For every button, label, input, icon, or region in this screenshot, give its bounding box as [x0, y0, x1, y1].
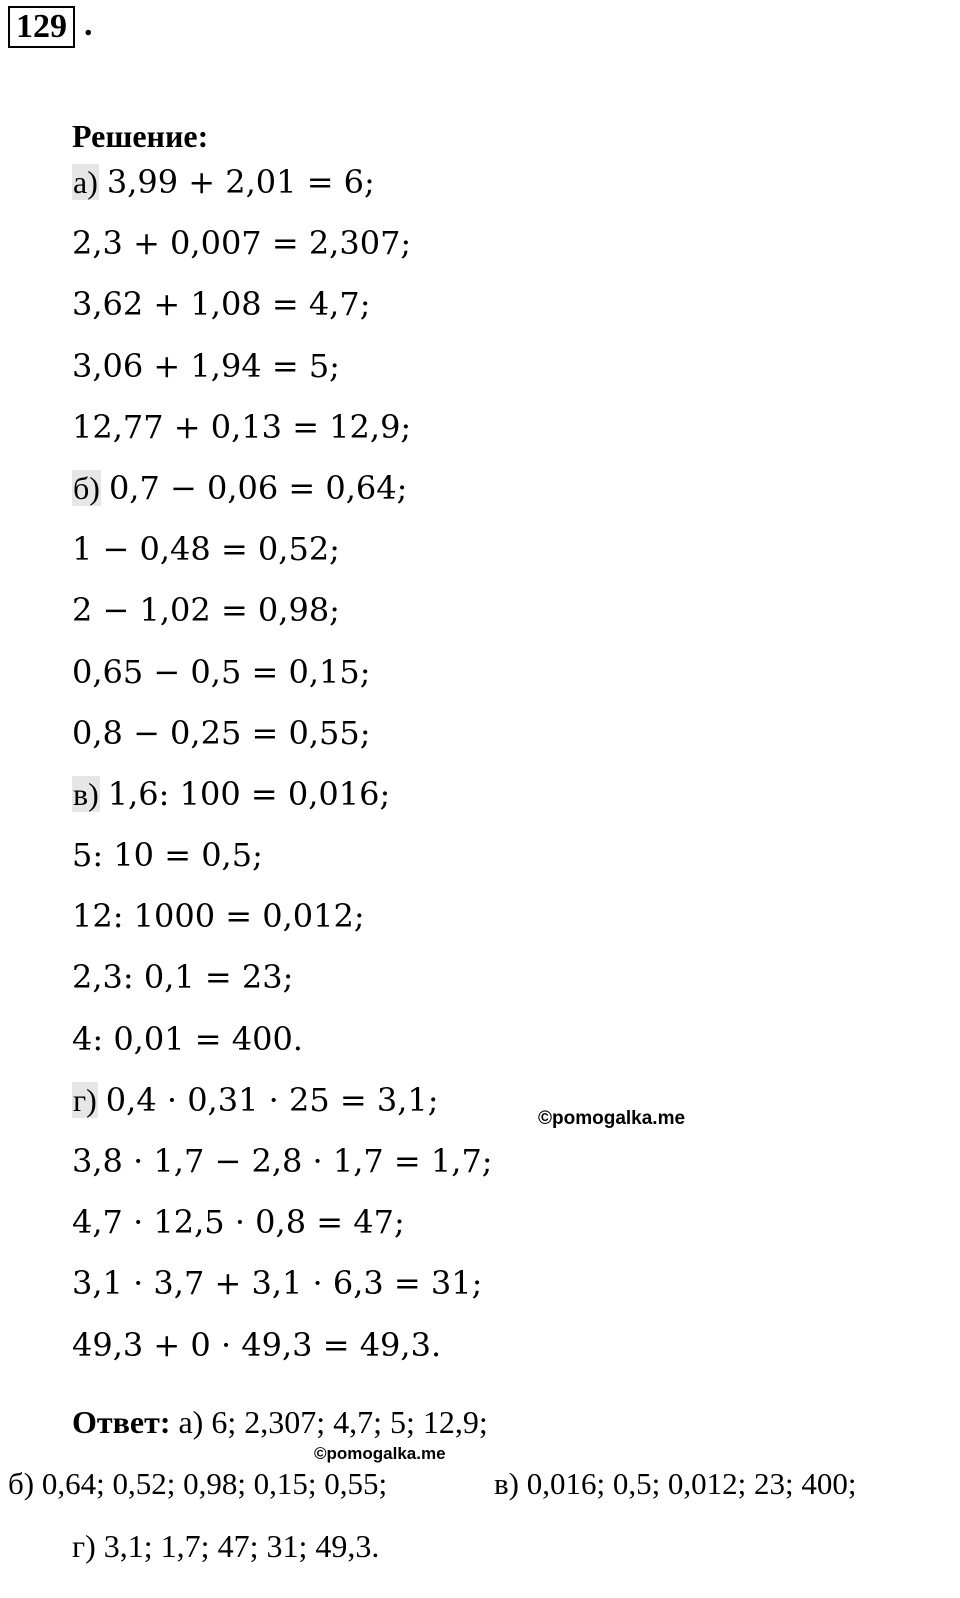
problem-number-dot: .	[84, 6, 93, 43]
equation: 5: 10 = 0,5;	[72, 836, 263, 875]
answer-b: б) 0,64; 0,52; 0,98; 0,15; 0,55;	[8, 1466, 388, 1501]
answer-line-g	[72, 1526, 379, 1566]
equation: 0,7 − 0,06 = 0,64;	[108, 468, 408, 507]
solution-line	[72, 213, 932, 274]
answer-a: а) 6; 2,307; 4,7; 5; 12,9;	[178, 1404, 488, 1440]
solution-line	[72, 274, 932, 335]
answer-line-bv	[8, 1464, 953, 1504]
equation: 0,4 · 0,31 · 25 = 3,1;	[105, 1080, 439, 1119]
answer-v: в) 0,016; 0,5; 0,012; 23; 400;	[494, 1466, 857, 1501]
solution-line	[72, 703, 932, 764]
equation: 3,8 · 1,7 − 2,8 · 1,7 = 1,7;	[72, 1142, 493, 1180]
equation: 12,77 + 0,13 = 12,9;	[72, 407, 412, 446]
solution-line	[72, 458, 932, 519]
solution-heading: Решение:	[72, 118, 209, 154]
equation: 2,3: 0,1 = 23;	[72, 958, 294, 997]
solution-line	[72, 1009, 932, 1070]
solution-line	[72, 1131, 932, 1192]
solution-line	[72, 1315, 932, 1376]
equation: 3,99 + 2,01 = 6;	[106, 163, 375, 201]
answer-g: г) 3,1; 1,7; 47; 31; 49,3.	[72, 1528, 380, 1564]
watermark: ©pomogalka.me	[314, 1444, 446, 1463]
solution-line	[72, 1070, 932, 1131]
equation: 2,3 + 0,007 = 2,307;	[72, 224, 412, 263]
equation: 49,3 + 0 · 49,3 = 49,3.	[72, 1325, 442, 1364]
solution-line	[72, 580, 932, 641]
part-marker-g: г)	[73, 1081, 97, 1118]
answer-line-a	[72, 1402, 488, 1442]
problem-number: 129	[8, 6, 75, 48]
solution-line	[72, 642, 932, 703]
solution-line	[72, 764, 932, 825]
equation: 12: 1000 = 0,012;	[72, 897, 365, 936]
equation: 2 − 1,02 = 0,98;	[72, 591, 340, 630]
equation: 0,8 − 0,25 = 0,55;	[72, 713, 371, 752]
equation: 1 − 0,48 = 0,52;	[72, 530, 340, 569]
equation: 4,7 · 12,5 · 0,8 = 47;	[72, 1203, 405, 1242]
solution-line	[72, 519, 932, 580]
part-marker-v: в)	[73, 775, 99, 812]
answer-label: Ответ:	[72, 1404, 171, 1440]
equation: 3,06 + 1,94 = 5;	[72, 346, 340, 385]
solution-line	[72, 397, 932, 458]
solution-line	[72, 336, 932, 397]
equation: 3,1 · 3,7 + 3,1 · 6,3 = 31;	[72, 1264, 483, 1303]
solution-line	[72, 152, 932, 213]
solution-lines	[72, 152, 932, 1376]
part-marker-b: б)	[73, 469, 100, 506]
solution-line	[72, 825, 932, 886]
equation: 0,65 − 0,5 = 0,15;	[72, 652, 371, 691]
solution-line	[72, 1192, 932, 1253]
solution-line	[72, 886, 932, 947]
equation: 4: 0,01 = 400.	[72, 1019, 303, 1058]
solution-line	[72, 947, 932, 1008]
equation: 3,62 + 1,08 = 4,7;	[72, 285, 371, 324]
part-marker-a: а)	[73, 164, 98, 200]
solution-line	[72, 1253, 932, 1314]
watermark: ©pomogalka.me	[538, 1108, 686, 1129]
equation: 1,6: 100 = 0,016;	[107, 774, 391, 813]
